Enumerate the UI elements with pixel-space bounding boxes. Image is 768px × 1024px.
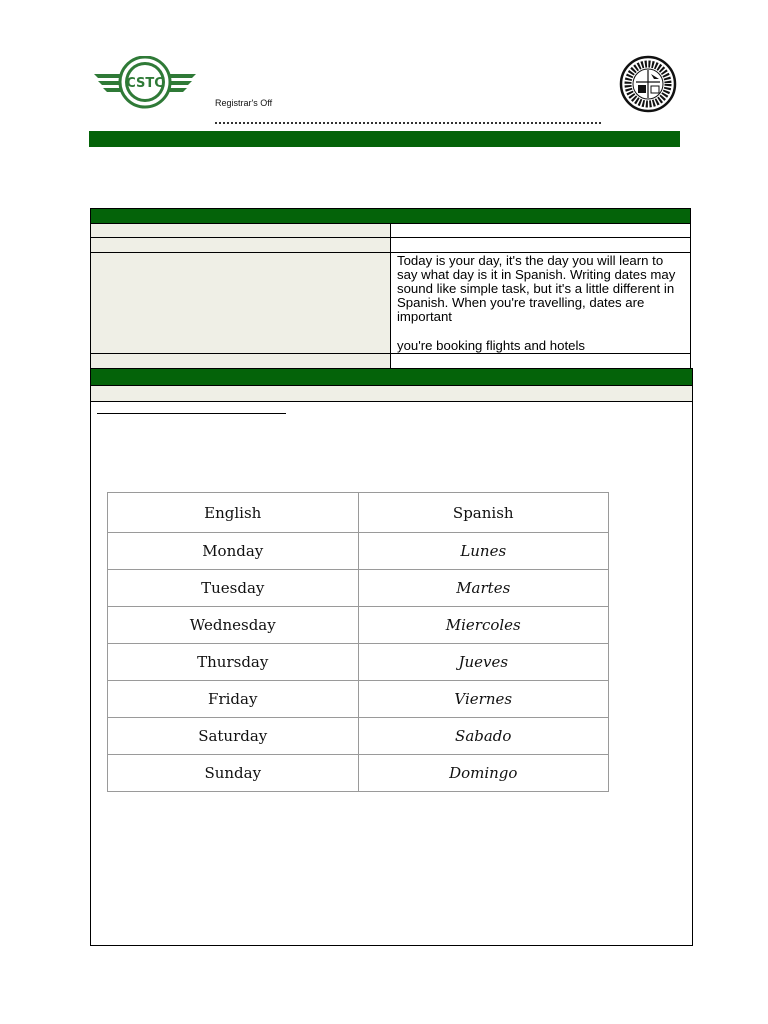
cstc-logo: [90, 56, 200, 112]
description-cell: [391, 253, 691, 354]
dotted-divider: [215, 122, 601, 124]
description-text: Today is your day, it's the day you will learn to say what day is it in Spanish. Writing dates may sound like simple task, but it's a little different in Spanish. When you're travelling, dates are important: [397, 253, 676, 324]
info-value-cell: [391, 238, 691, 253]
day-row: [108, 718, 609, 755]
info-label-cell: [91, 253, 391, 354]
panel-header-bar: [91, 369, 692, 386]
day-row: [108, 755, 609, 792]
spanish-day: Lunes: [358, 533, 609, 570]
day-row: [108, 644, 609, 681]
english-day: Thursday: [108, 644, 359, 681]
lesson-content-panel: [90, 368, 693, 946]
days-table-header: [108, 493, 609, 533]
info-row: [91, 238, 691, 253]
description-row: [91, 253, 691, 354]
day-row: [108, 681, 609, 718]
english-day: Sunday: [108, 755, 359, 792]
panel-subheader-bar: [91, 386, 692, 402]
column-header-english: English: [108, 493, 359, 533]
english-day: Monday: [108, 533, 359, 570]
english-day: Tuesday: [108, 570, 359, 607]
info-label-cell: [91, 238, 391, 253]
spanish-day: Martes: [358, 570, 609, 607]
info-row: [91, 224, 691, 238]
day-row: [108, 607, 609, 644]
heading-underline: [97, 413, 286, 414]
day-row: [108, 570, 609, 607]
spanish-day: Jueves: [358, 644, 609, 681]
spanish-day: Miercoles: [358, 607, 609, 644]
english-day: Wednesday: [108, 607, 359, 644]
english-day: Friday: [108, 681, 359, 718]
info-value-cell: [391, 224, 691, 238]
column-header-spanish: Spanish: [358, 493, 609, 533]
spanish-day: Viernes: [358, 681, 609, 718]
day-row: [108, 533, 609, 570]
info-header-row: [91, 209, 691, 224]
english-day: Saturday: [108, 718, 359, 755]
header-green-band: [89, 131, 680, 147]
registrar-office-text: Registrar's Off: [215, 98, 273, 108]
description-text-continued: you're booking flights and hotels: [397, 338, 585, 353]
tourism-hospitality-seal: [614, 55, 682, 113]
info-label-cell: [91, 224, 391, 238]
info-header-bar: [91, 209, 691, 224]
logo-text: CSTC: [126, 76, 164, 91]
spanish-day: Sabado: [358, 718, 609, 755]
spanish-day: Domingo: [358, 755, 609, 792]
lesson-info-table: [90, 208, 691, 383]
days-of-week-table: [107, 492, 609, 792]
